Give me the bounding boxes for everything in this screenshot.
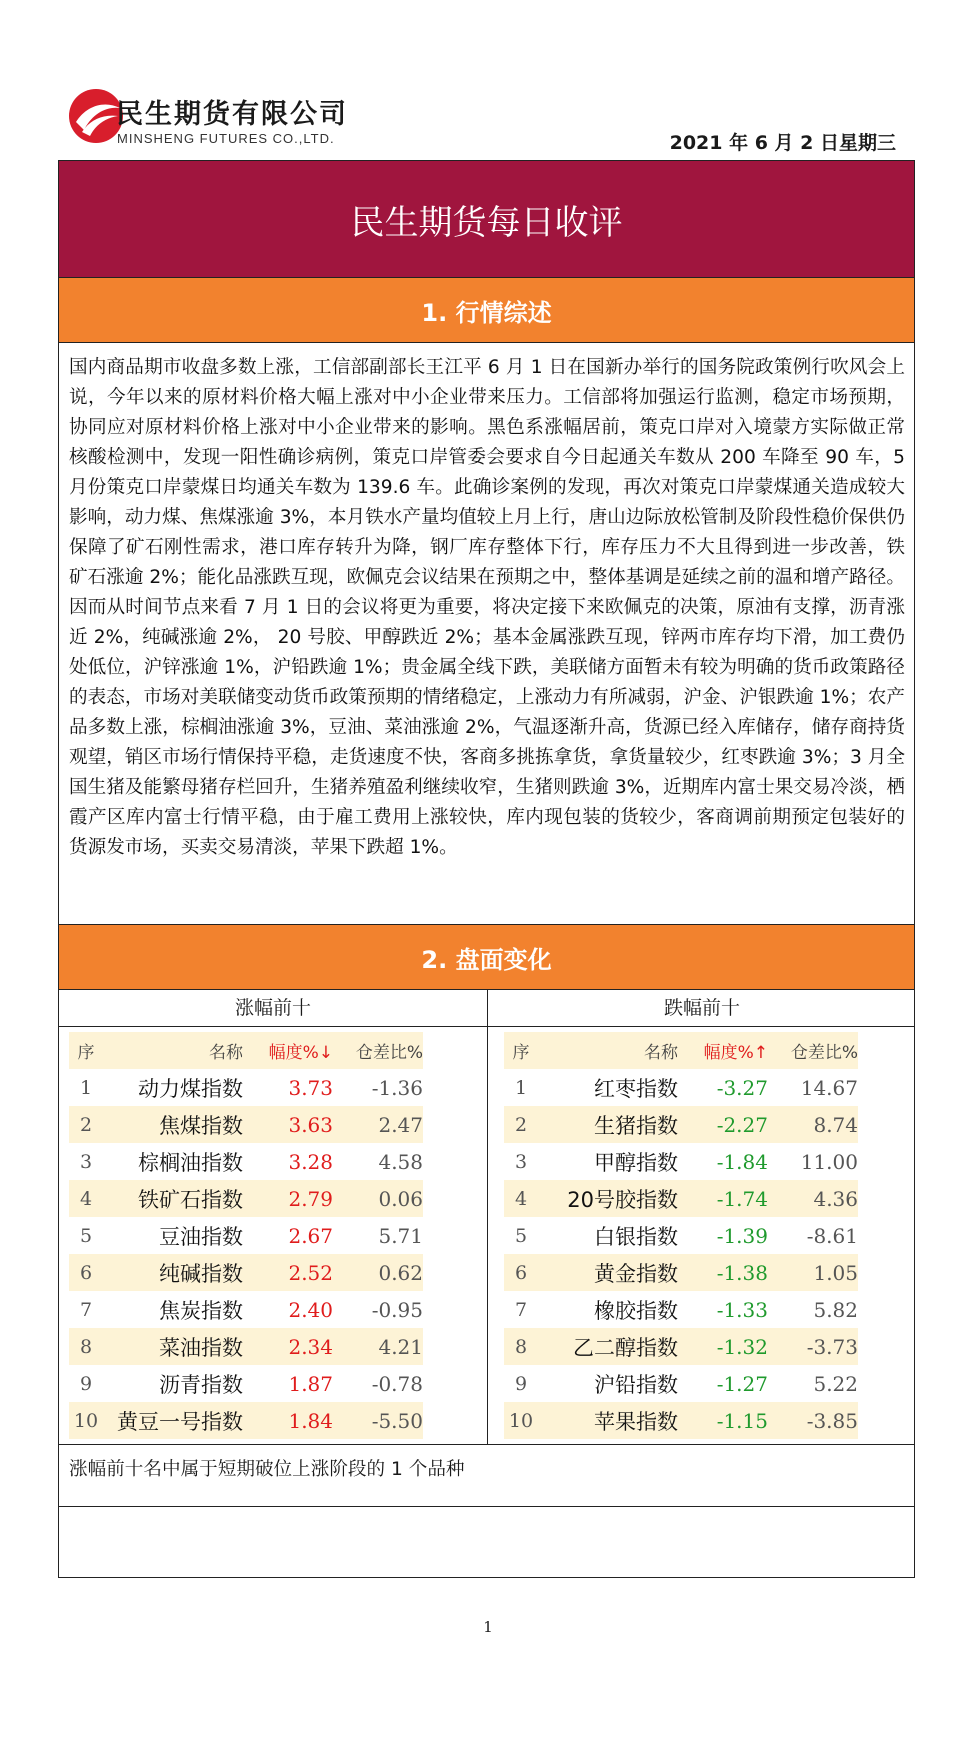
commodity-name: 苹果指数 (594, 1409, 678, 1434)
oi-diff-ratio: 5.82 (813, 1297, 858, 1322)
table-row (69, 1291, 423, 1328)
commodity-name: 黄豆一号指数 (117, 1409, 243, 1434)
company-name-cn: 民生期货有限公司 (116, 99, 348, 130)
commodity-name: 菜油指数 (159, 1335, 243, 1360)
commodity-name: 甲醇指数 (594, 1150, 678, 1175)
section2-heading: 2. 盘面变化 (59, 924, 914, 990)
change-percent: 1.84 (288, 1408, 333, 1433)
change-percent: -1.33 (716, 1297, 768, 1322)
change-percent: 2.40 (288, 1297, 333, 1322)
commodity-name: 20号胶指数 (567, 1187, 678, 1212)
table-row (69, 1069, 423, 1106)
commodity-name: 乙二醇指数 (573, 1335, 678, 1360)
table-row (504, 1291, 858, 1328)
header-diff: 仓差比% (355, 1043, 423, 1063)
commodity-name: 黄金指数 (594, 1261, 678, 1286)
rank-number: 6 (79, 1261, 93, 1284)
table-row (504, 1069, 858, 1106)
rank-number: 7 (514, 1298, 528, 1321)
oi-diff-ratio: 14.67 (800, 1075, 858, 1100)
header-no: 序 (77, 1043, 95, 1063)
table-row (504, 1402, 858, 1439)
rank-number: 6 (514, 1261, 528, 1284)
oi-diff-ratio: 5.71 (378, 1223, 423, 1248)
rank-number: 7 (79, 1298, 93, 1321)
table-row (504, 1328, 858, 1365)
header-diff: 仓差比% (790, 1043, 858, 1063)
commodity-name: 生猪指数 (594, 1113, 678, 1138)
rank-number: 3 (79, 1150, 93, 1173)
oi-diff-ratio: -0.78 (371, 1371, 423, 1396)
gainers-title: 涨幅前十 (234, 997, 311, 1019)
gainers-table (69, 1032, 423, 1439)
company-name-en: MINSHENG FUTURES CO.,LTD. (117, 131, 335, 146)
table-header-divider (59, 1026, 914, 1027)
header-name: 名称 (644, 1043, 678, 1063)
rank-number: 10 (73, 1409, 99, 1432)
oi-diff-ratio: -3.73 (806, 1334, 858, 1359)
rank-number: 2 (514, 1113, 528, 1136)
change-percent: -1.74 (716, 1186, 768, 1211)
change-percent: -2.27 (716, 1112, 768, 1137)
oi-diff-ratio: -8.61 (806, 1223, 858, 1248)
table-row (69, 1328, 423, 1365)
rank-number: 3 (514, 1150, 528, 1173)
oi-diff-ratio: 0.62 (378, 1260, 423, 1285)
commodity-name: 豆油指数 (159, 1224, 243, 1249)
table-row (504, 1217, 858, 1254)
rank-number: 4 (79, 1187, 93, 1210)
oi-diff-ratio: -5.50 (371, 1408, 423, 1433)
page-number: 1 (483, 1618, 493, 1636)
losers-header-row (504, 1032, 858, 1069)
table-row (69, 1217, 423, 1254)
commodity-name: 沪铅指数 (594, 1372, 678, 1397)
change-percent: -1.38 (716, 1260, 768, 1285)
table-row (504, 1106, 858, 1143)
rank-number: 8 (79, 1335, 93, 1358)
oi-diff-ratio: -3.85 (806, 1408, 858, 1433)
oi-diff-ratio: 8.74 (813, 1112, 858, 1137)
oi-diff-ratio: -1.36 (371, 1075, 423, 1100)
oi-diff-ratio: 4.21 (378, 1334, 423, 1359)
oi-diff-ratio: 5.22 (813, 1371, 858, 1396)
change-percent: 1.87 (288, 1371, 333, 1396)
table-row (504, 1365, 858, 1402)
change-percent: 2.67 (288, 1223, 333, 1248)
losers-title: 跌幅前十 (663, 997, 740, 1019)
rank-number: 9 (514, 1372, 528, 1395)
oi-diff-ratio: -0.95 (371, 1297, 423, 1322)
commodity-name: 纯碱指数 (159, 1261, 243, 1286)
page-header (0, 0, 976, 160)
commodity-name: 橡胶指数 (594, 1298, 678, 1323)
rank-number: 8 (514, 1335, 528, 1358)
report-title: 民生期货每日收评 (59, 161, 914, 278)
change-percent: 2.34 (288, 1334, 333, 1359)
header-pct: 幅度%↑ (703, 1043, 768, 1063)
change-percent: 3.73 (288, 1075, 333, 1100)
rank-number: 1 (79, 1076, 93, 1099)
change-percent: 2.79 (288, 1186, 333, 1211)
change-percent: -3.27 (716, 1075, 768, 1100)
commodity-name: 白银指数 (594, 1224, 678, 1249)
rank-number: 10 (508, 1409, 534, 1432)
report-frame (58, 160, 915, 1578)
oi-diff-ratio: 4.58 (378, 1149, 423, 1174)
header-name: 名称 (209, 1043, 243, 1063)
commodity-name: 铁矿石指数 (138, 1187, 243, 1212)
rank-number: 9 (79, 1372, 93, 1395)
change-percent: -1.15 (716, 1408, 768, 1433)
table-row (69, 1365, 423, 1402)
breakout-note: 涨幅前十名中属于短期破位上涨阶段的 1 个品种 (59, 1445, 914, 1507)
change-percent: -1.32 (716, 1334, 768, 1359)
table-row (504, 1143, 858, 1180)
oi-diff-ratio: 1.05 (813, 1260, 858, 1285)
section1-heading: 1. 行情综述 (59, 277, 914, 343)
header-no: 序 (512, 1043, 530, 1063)
commodity-name: 焦煤指数 (159, 1113, 243, 1138)
change-percent: 2.52 (288, 1260, 333, 1285)
gainers-header-row (69, 1032, 423, 1069)
table-row (504, 1254, 858, 1291)
report-date: 2021 年 6 月 2 日星期三 (669, 132, 896, 154)
commodity-name: 红枣指数 (594, 1076, 678, 1101)
commodity-name: 沥青指数 (159, 1372, 243, 1397)
change-percent: -1.84 (716, 1149, 768, 1174)
rank-number: 2 (79, 1113, 93, 1136)
commodity-name: 焦炭指数 (159, 1298, 243, 1323)
oi-diff-ratio: 4.36 (813, 1186, 858, 1211)
table-row (69, 1254, 423, 1291)
table-row (69, 1143, 423, 1180)
table-row (504, 1180, 858, 1217)
oi-diff-ratio: 2.47 (378, 1112, 423, 1137)
losers-table (504, 1032, 858, 1439)
oi-diff-ratio: 0.06 (378, 1186, 423, 1211)
rank-number: 1 (514, 1076, 528, 1099)
change-percent: 3.28 (288, 1149, 333, 1174)
rank-number: 5 (79, 1224, 93, 1247)
commodity-name: 棕榈油指数 (138, 1150, 243, 1175)
rank-number: 5 (514, 1224, 528, 1247)
table-row (69, 1402, 423, 1439)
market-summary-text: 国内商品期市收盘多数上涨，工信部副部长王江平 6 月 1 日在国新办举行的国务院政策例行吹风会上说，今年以来的原材料价格大幅上涨对中小企业带来压力。工信部将加强运行监测，稳定市场预期，协同应对原材料价格上涨对中小企业带来的影响。黑色系涨幅居前，策克口岸对入境蒙方实际做正常核酸检测中，发现一阳性确诊病例，策克口岸管委会要求自今日起通关车数从 200 车降至 90 车，5 月份策克口岸蒙煤日均通关车数为 139.6 车。此确诊案例的发现，再次对策克口岸蒙煤通关造成较大影响，动力煤、焦煤涨逾 3%，本月铁水产量均值较上月上行，唐山边际放松管制及阶段性稳价保供仍保障了矿石刚性需求，港口库存转升为降，钢厂库存整体下行，库存压力不大且得到进一步改善，铁矿石涨逾 2%；能化品涨跌互现，欧佩克会议结果在预期之中，整体基调是延续之前的温和增产路径。因而从时间节点来看 7 月 1 日的会议将更为重要，将决定接下来欧佩克的决策，原油有支撑，沥青涨近 2%，纯碱涨逾 2%， 20 号胶、甲醇跌近 2%；基本金属涨跌互现，锌两市库存均下滑，加工费仍处低位，沪锌涨逾 1%，沪铅跌逾 1%；贵金属全线下跌，美联储方面暂未有较为明确的货币政策路径的表态，市场对美联储变动货币政策预期的情绪稳定，上涨动力有所减弱，沪金、沪银跌逾 1%；农产品多数上涨，棕榈油涨逾 3%，豆油、菜油涨逾 2%，气温逐渐升高，货源已经入库储存，储存商持货观望，销区市场行情保持平稳，走货速度不快，客商多挑拣拿货，拿货量较少，红枣跌逾 3%；3 月全国生猪及能繁母猪存栏回升，生猪养殖盈利继续收窄，生猪则跌逾 3%，近期库内富士果交易冷淡，栖霞产区库内富士行情平稳，由于雇工费用上涨较快，库内现包装的货较少，客商调前期预定包装好的货源发市场，买卖交易清淡，苹果下跌超 1%。 (69, 357, 905, 858)
change-percent: -1.27 (716, 1371, 768, 1396)
oi-diff-ratio: 11.00 (800, 1149, 858, 1174)
rank-number: 4 (514, 1187, 528, 1210)
commodity-name: 动力煤指数 (138, 1076, 243, 1101)
table-row (69, 1106, 423, 1143)
table-divider (487, 990, 488, 1444)
change-percent: 3.63 (288, 1112, 333, 1137)
header-pct: 幅度%↓ (268, 1043, 333, 1063)
change-percent: -1.39 (716, 1223, 768, 1248)
ranking-tables (59, 990, 914, 1445)
table-row (69, 1180, 423, 1217)
